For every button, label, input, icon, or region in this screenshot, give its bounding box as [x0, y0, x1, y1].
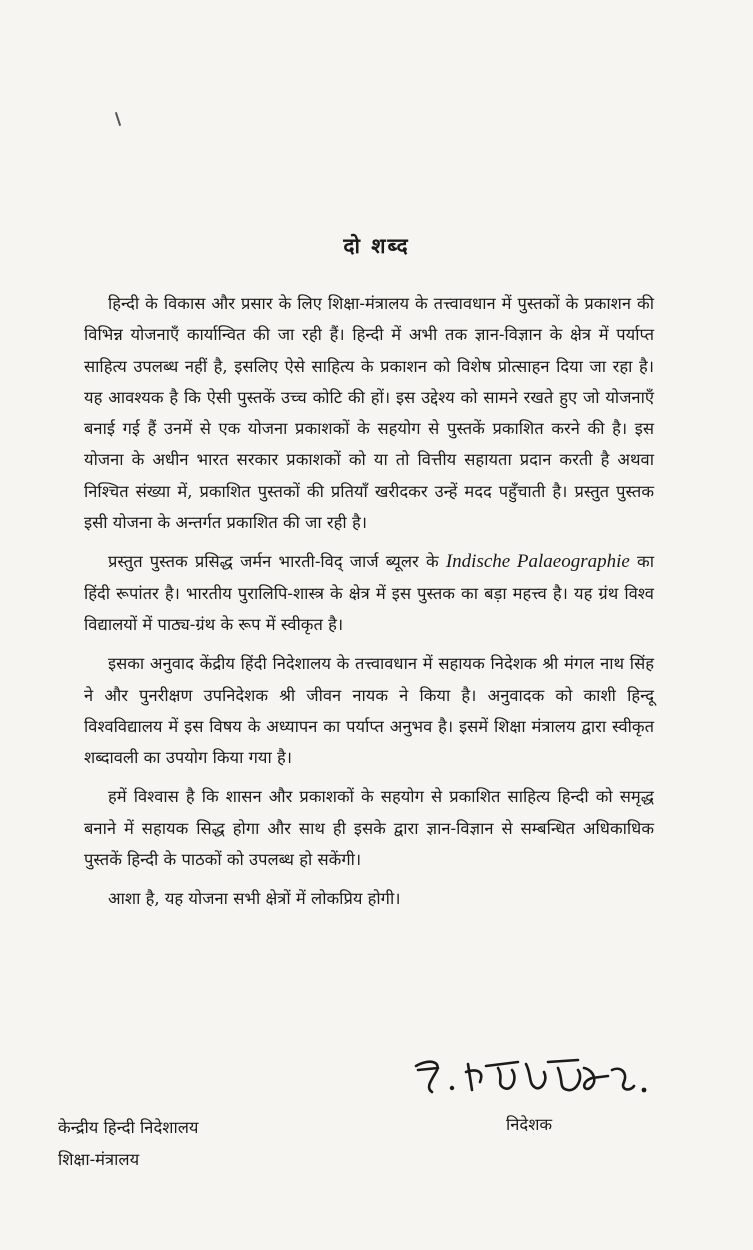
book-title-latin: Indische Palaeographie — [445, 551, 630, 573]
paragraph-2-after: का हिंदी रूपांतर है। भारतीय पुरालिपि-शास्त्र के क्षेत्र में इस पुस्तक का बड़ा महत्त्व है। यह ग्रंथ विश्व विद्यालयों में पाठ्य-ग्रंथ के रूप में स्वीकृत है। — [84, 552, 654, 634]
office-block — [58, 1112, 198, 1176]
designation: निदेशक — [506, 1115, 553, 1134]
paragraph-2 — [84, 546, 654, 640]
paragraph-2-before: प्रस्तुत पुस्तक प्रसिद्ध जर्मन भारती-विद् जार्ज ब्यूलर के — [108, 552, 446, 572]
paragraph-5: आशा है, यह योजना सभी क्षेत्रों में लोकप्रिय होगी। — [108, 889, 401, 909]
page-mark — [115, 112, 121, 126]
office-line-2: शिक्षा-मंत्रालय — [58, 1150, 140, 1169]
paragraph-4: हमें विश्वास है कि शासन और प्रकाशकों के सहयोग से प्रकाशित साहित्य हिन्दी को समृद्ध बनाने में सहायक सिद्ध होगा और साथ ही इसके द्वारा ज्ञान-विज्ञान से सम्बन्धित अधिकाधिक पुस्तकें हिन्दी के पाठकों को उपलब्ध हो सकेंगी। — [84, 787, 654, 870]
page-title: दो शब्द — [343, 233, 410, 258]
paragraph-1: हिन्दी के विकास और प्रसार के लिए शिक्षा-मंत्रालय के तत्त्वावधान में पुस्तकों के प्रकाशन की विभिन्न योजनाएँ कार्यान्वित की जा रही हैं। हिन्दी में अभी तक ज्ञान-विज्ञान के क्षेत्र में पर्याप्त साहित्य उपलब्ध नहीं है, इसलिए ऐसे साहित्य के प्रकाशन को विशेष प्रोत्साहन दिया जा रहा है। यह आवश्यक है कि ऐसी पुस्तकें उच्च कोटि की हों। इस उद्देश्य को सामने रखते हुए जो योजनाएँ बनाई गई हैं उनमें से एक योजना प्रकाशकों के सहयोग से पुस्तकें प्रकाशित करने की है। इस योजना के अधीन भारत सरकार प्रकाशकों को या तो वित्तीय सहायता प्रदान करती है अथवा निश्चित संख्या में, प्रकाशित पुस्तकों की प्रतियाँ खरीदकर उन्हें मदद पहुँचाती है। प्रस्तुत पुस्तक इसी योजना के अन्तर्गत प्रकाशित की जा रही है। — [84, 294, 654, 533]
paragraph-3: इसका अनुवाद केंद्रीय हिंदी निदेशालय के तत्त्वावधान में सहायक निदेशक श्री मंगल नाथ सिंह ने और पुनरीक्षण उपनिदेशक श्री जीवन नायक ने किया है। अनुवादक को काशी हिन्दू विश्वविद्यालय में इस विषय के अध्यापन का पर्याप्त अनुभव है। इसमें शिक्षा मंत्रालय द्वारा स्वीकृत शब्दावली का उपयोग किया गया है। — [84, 654, 654, 768]
office-line-1: केन्द्रीय हिन्दी निदेशालय — [58, 1118, 199, 1137]
body-text — [84, 288, 654, 923]
handwritten-signature — [408, 1048, 668, 1108]
